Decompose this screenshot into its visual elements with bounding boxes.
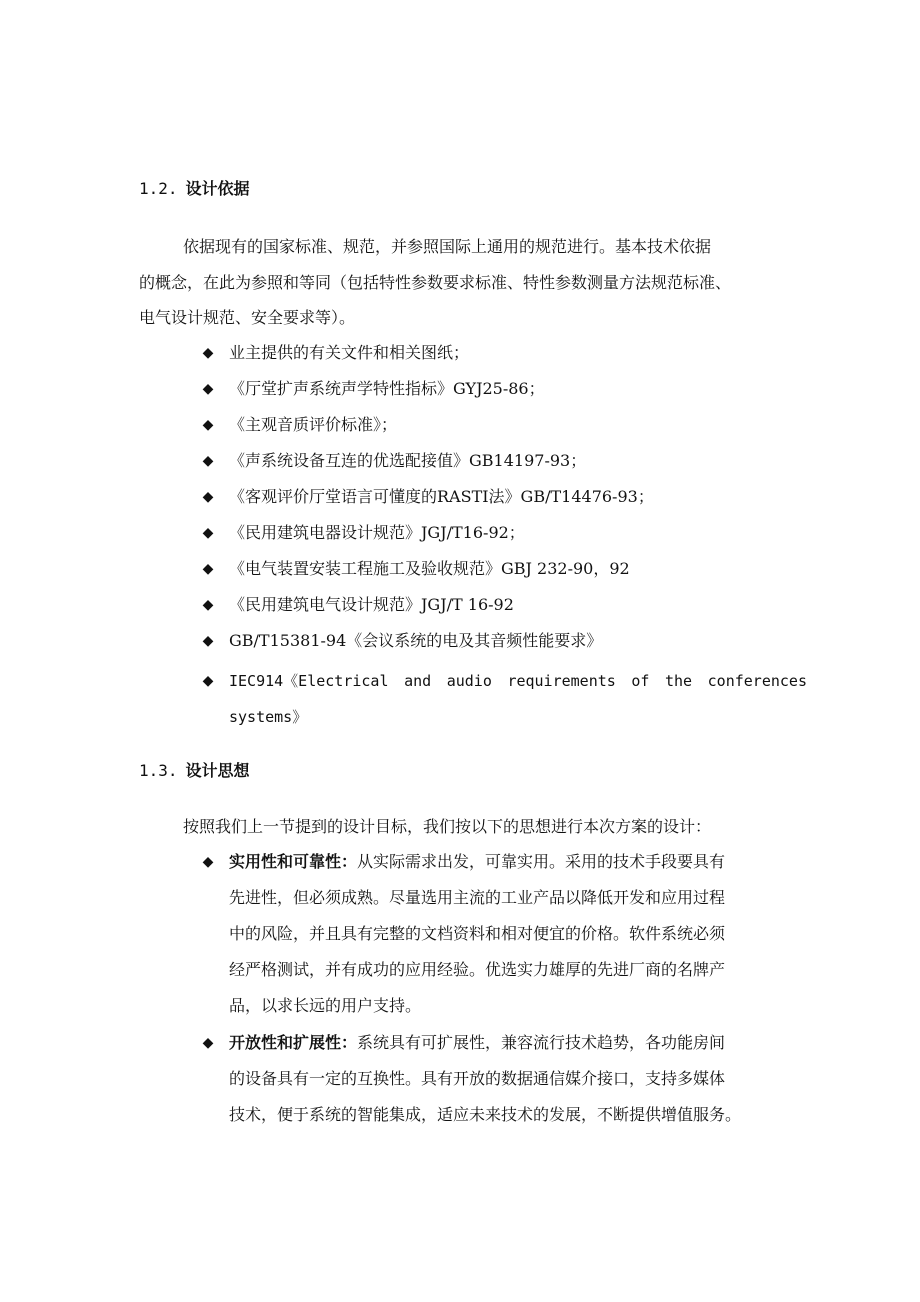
iec-word: of [631, 672, 650, 690]
section-1-3-number: 1.3. [139, 761, 178, 780]
list-item: GB/T15381-94《会议系统的电及其音频性能要求》 [229, 631, 603, 650]
section-1-3-intro: 按照我们上一节提到的设计目标，我们按以下的思想进行本次方案的设计： [183, 817, 712, 836]
iec-word: and [404, 672, 432, 690]
point-1-lead: 实用性和可靠性： [229, 852, 358, 871]
section-1-2-intro-line-2: 的概念，在此为参照和等同（包括特性参数要求标准、特性参数测量方法规范标准、 [139, 273, 732, 292]
section-1-2-intro-line-1: 依据现有的国家标准、规范，并参照国际上通用的规范进行。基本技术依据 [183, 237, 712, 256]
bullet-diamond-icon: ◆ [202, 345, 214, 361]
list-item: 《主观音质评价标准》； [229, 415, 398, 434]
bullet-diamond-icon: ◆ [202, 1035, 214, 1051]
list-item: 《电气装置安装工程施工及验收规范》GBJ 232-90，92 [229, 559, 630, 578]
bullet-diamond-icon: ◆ [202, 597, 214, 613]
point-1-line-4: 经严格测试，并有成功的应用经验。优选实力雄厚的先进厂商的名牌产 [229, 960, 726, 979]
iec-item-line-1 [229, 671, 807, 691]
section-1-2-heading [139, 179, 250, 199]
point-1-line-2: 先进性，但必须成熟。尽量选用主流的工业产品以降低开发和应用过程 [229, 888, 726, 907]
iec-word: the [665, 672, 693, 690]
point-1-text: 从实际需求出发，可靠实用。采用的技术手段要具有 [357, 852, 726, 871]
list-item: 《厅堂扩声系统声学特性指标》GYJ25-86； [229, 379, 545, 398]
point-1-line-5: 品，以求长远的用户支持。 [229, 996, 422, 1015]
bullet-diamond-icon: ◆ [202, 633, 214, 649]
list-item: 《民用建筑电气设计规范》JGJ/T 16-92 [229, 595, 514, 614]
bullet-diamond-icon: ◆ [202, 525, 214, 541]
bullet-diamond-icon: ◆ [202, 381, 214, 397]
list-item: 《民用建筑电器设计规范》JGJ/T16-92； [229, 523, 525, 542]
bullet-diamond-icon: ◆ [202, 673, 214, 689]
section-1-2-title: 设计依据 [185, 179, 250, 198]
point-2-text: 系统具有可扩展性，兼容流行技术趋势，各功能房间 [357, 1033, 726, 1052]
point-2-line-1 [229, 1033, 725, 1053]
bullet-diamond-icon: ◆ [202, 854, 214, 870]
point-2-lead: 开放性和扩展性： [229, 1033, 358, 1052]
bullet-diamond-icon: ◆ [202, 417, 214, 433]
point-2-line-3: 技术，便于系统的智能集成，适应未来技术的发展，不断提供增值服务。 [229, 1105, 742, 1124]
list-item: 业主提供的有关文件和相关图纸； [229, 343, 470, 362]
iec-word: conferences [707, 672, 807, 690]
bullet-diamond-icon: ◆ [202, 561, 214, 577]
list-item: 《声系统设备互连的优选配接值》GB14197-93； [229, 451, 587, 470]
section-1-2-intro-line-3: 电气设计规范、安全要求等）。 [139, 308, 356, 327]
point-1-line-1 [229, 852, 725, 872]
section-1-3-title: 设计思想 [185, 761, 250, 780]
section-1-3-heading [139, 761, 250, 781]
bullet-diamond-icon: ◆ [202, 453, 214, 469]
iec-word: requirements [507, 672, 616, 690]
bullet-diamond-icon: ◆ [202, 489, 214, 505]
iec-word: audio [446, 672, 492, 690]
iec-item-line-2: systems》 [229, 708, 308, 726]
point-1-line-3: 中的风险，并且具有完整的文档资料和相对便宜的价格。软件系统必须 [229, 924, 726, 943]
list-item: 《客观评价厅堂语言可懂度的RASTI法》GB/T14476-93； [229, 487, 654, 506]
iec-word: IEC914《Electrical [229, 672, 389, 690]
section-1-2-number: 1.2. [139, 179, 178, 198]
point-2-line-2: 的设备具有一定的互换性。具有开放的数据通信媒介接口，支持多媒体 [229, 1069, 726, 1088]
